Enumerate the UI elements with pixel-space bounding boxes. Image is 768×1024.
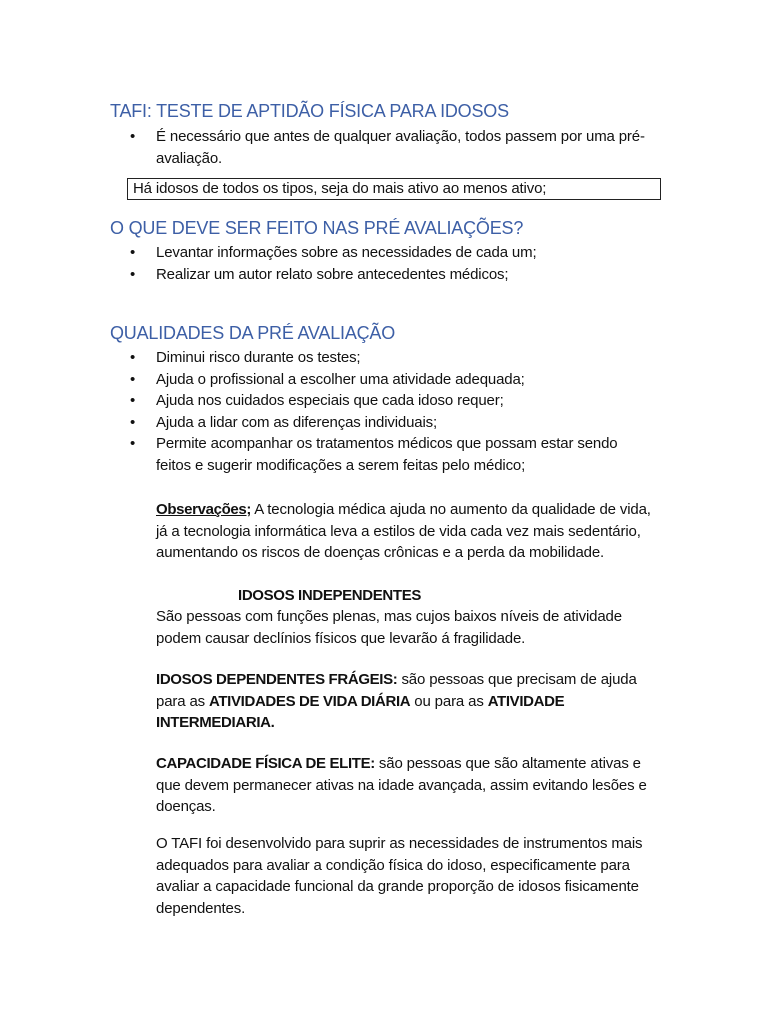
list-item: • Ajuda a lidar com as diferenças individuais;: [130, 412, 617, 434]
title-idosos-independentes: IDOSOS INDEPENDENTES: [238, 587, 422, 604]
list-item: • É necessário que antes de qualquer avaliação, todos passem por uma pré- avaliação.: [130, 128, 645, 167]
list-item: • Ajuda nos cuidados especiais que cada idoso requer;: [130, 390, 617, 412]
list-item: • Realizar um autor relato sobre antecedentes médicos;: [130, 264, 536, 286]
list-item: • Levantar informações sobre as necessidades de cada um;: [130, 242, 536, 264]
bullet-icon: •: [130, 413, 136, 431]
heading-tafi: TAFI: TESTE DE APTIDÃO FÍSICA PARA IDOSOS: [110, 101, 509, 121]
list-item: • Permite acompanhar os tratamentos médicos que possam estar sendo feitos e sugerir modificações a serem feitas pelo médico;: [130, 435, 618, 474]
bullet-icon: •: [130, 435, 136, 452]
term-atividade: ATIVIDADE: [487, 692, 565, 710]
paragraph-elite: CAPACIDADE FÍSICA DE ELITE: são pessoas que são altamente ativas e que devem permanecer ativas na idade avançada, assim evitando lesões e doenças.: [156, 755, 647, 815]
list-qualidades: [130, 347, 617, 476]
bullet-icon: •: [130, 128, 136, 145]
paragraph-dependentes: IDOSOS DEPENDENTES FRÁGEIS: são pessoas que precisam de ajuda para as ATIVIDADES DE VIDA DIÁRIA ou para as ATIVIDADE INTERMEDIARIA.: [156, 671, 637, 731]
paragraph-observacoes: Observações; A tecnologia médica ajuda no aumento da qualidade de vida, já a tecnologia informática leva a estilos de vida cada vez mais sedentário, aumentando os riscos de doenças crônicas e a perda da mobilidade.: [156, 501, 651, 561]
label-elite: CAPACIDADE FÍSICA DE ELITE:: [156, 755, 375, 772]
paragraph-independentes: São pessoas com funções plenas, mas cujos baixos níveis de atividade podem causar declínios físicos que levarão á fragilidade.: [156, 608, 622, 647]
list-tafi: [130, 126, 645, 169]
heading-pre-avaliacoes: O QUE DEVE SER FEITO NAS PRÉ AVALIAÇÕES?: [110, 218, 524, 238]
list-pre-avaliacoes: [130, 242, 536, 285]
bullet-icon: •: [130, 244, 136, 261]
heading-qualidades: QUALIDADES DA PRÉ AVALIAÇÃO: [110, 323, 396, 343]
bullet-icon: •: [130, 392, 136, 409]
boxed-note: Há idosos de todos os tipos, seja do mais ativo ao menos ativo;: [127, 178, 661, 200]
label-dependentes: IDOSOS DEPENDENTES FRÁGEIS:: [156, 671, 398, 688]
list-item: • Diminui risco durante os testes;: [130, 347, 617, 369]
label-observacoes: Observações;: [156, 501, 252, 518]
term-atividades-vida-diaria: ATIVIDADES DE VIDA DIÁRIA: [209, 692, 411, 710]
bullet-icon: •: [130, 370, 136, 388]
bullet-icon: •: [130, 349, 136, 366]
paragraph-conclusao: O TAFI foi desenvolvido para suprir as necessidades de instrumentos mais adequados para avaliar a condição física do idoso, especificamente para avaliar a capacidade funcional da grande proporção de idosos fisicamente dependentes.: [156, 835, 643, 917]
term-intermediaria: INTERMEDIARIA.: [156, 714, 275, 731]
bullet-icon: •: [130, 265, 136, 283]
list-item: • Ajuda o profissional a escolher uma atividade adequada;: [130, 369, 617, 391]
